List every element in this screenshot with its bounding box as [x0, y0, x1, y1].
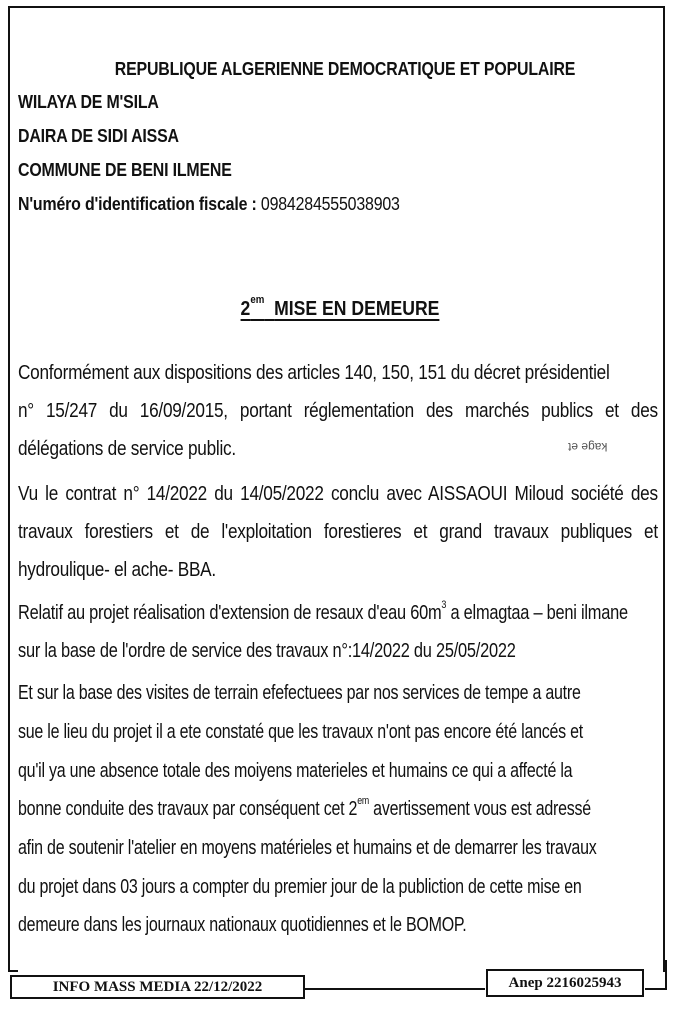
- body-text: Relatif au projet réalisation d'extension de resaux d'eau 60m: [18, 602, 442, 624]
- frame-rule: [645, 988, 667, 990]
- page-title: [0, 294, 680, 321]
- superscript: em: [357, 795, 369, 807]
- header-commune: COMMUNE DE BENI ILMENE: [18, 159, 232, 180]
- body-line: sur la base de l'ordre de service des travaux n°:14/2022 du 25/05/2022: [18, 640, 516, 662]
- title-suffix: em: [250, 294, 265, 306]
- header-wilaya: WILAYA DE M'SILA: [18, 91, 159, 112]
- title-ordinal: 2: [240, 298, 251, 320]
- body-text: a elmagtaa – beni ilmane: [446, 602, 628, 624]
- body-line: demeure dans les journaux nationaux quotidiennes et le BOMOP.: [18, 914, 467, 936]
- title-text: MISE EN DEMEURE: [274, 298, 440, 320]
- frame-rule: [665, 960, 667, 990]
- body-text: avertissement vous est adressé: [368, 798, 591, 820]
- header-daira: DAIRA DE SIDI AISSA: [18, 125, 179, 146]
- body-text: bonne conduite des travaux par conséquent cet 2: [18, 798, 358, 820]
- frame-rule: [8, 970, 18, 972]
- header-fiscal: [18, 193, 400, 215]
- body-line: Conformément aux dispositions des articles 140, 150, 151 du décret présidentiel: [18, 362, 610, 384]
- body-line: hydroulique- el ache- BBA.: [18, 559, 216, 581]
- superscript: 3: [441, 599, 447, 611]
- source-stamp: INFO MASS MEDIA 22/12/2022: [10, 975, 305, 999]
- body-line: sue le lieu du projet il a ete constaté que les travaux n'ont pas encore été lancés et: [18, 721, 584, 743]
- fiscal-label: N'uméro d'identification fiscale :: [18, 193, 257, 214]
- body-line: afin de soutenir l'atelier en moyens matérieles et humains et de demarrer les travaux: [18, 837, 597, 859]
- fiscal-number: 0984284555038903: [260, 193, 400, 214]
- body-line: n° 15/247 du 16/09/2015, portant réglementation des marchés publics et des: [18, 400, 658, 422]
- bleed-through-text: kage et: [568, 440, 608, 454]
- frame-rule: [305, 988, 485, 990]
- body-line: travaux forestiers et de l'exploitation forestieres et grand travaux publiques et: [18, 521, 658, 543]
- body-line: du projet dans 03 jours a compter du premier jour de la publiction de cette mise en: [18, 876, 582, 898]
- anep-stamp: Anep 2216025943: [486, 969, 644, 997]
- body-line: [18, 795, 591, 821]
- body-line: Vu le contrat n° 14/2022 du 14/05/2022 conclu avec AISSAOUI Miloud société des: [18, 483, 658, 505]
- header-republic: REPUBLIQUE ALGERIENNE DEMOCRATIQUE ET POPULAIRE: [114, 58, 576, 79]
- body-line: [18, 599, 628, 625]
- body-line: Et sur la base des visites de terrain efefectuees par nos services de tempe a autre: [18, 682, 581, 704]
- body-line: délégations de service public.: [18, 438, 236, 460]
- body-line: qu'il ya une absence totale des moiyens materieles et humains ce qui a affecté la: [18, 760, 573, 782]
